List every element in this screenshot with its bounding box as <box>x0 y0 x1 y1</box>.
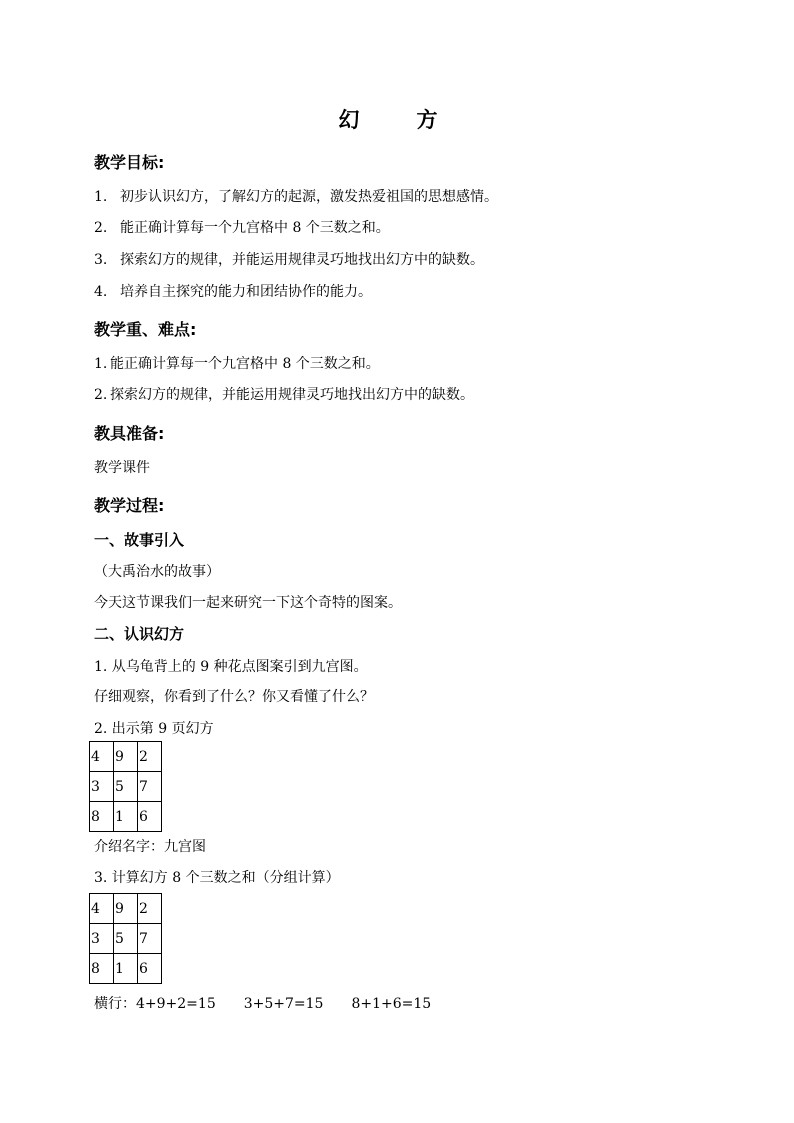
grid-cell: 6 <box>138 802 162 832</box>
grid-cell: 3 <box>90 772 114 802</box>
keypoint-item-1-text: 能正确计算每一个九宫格中 8 个三数之和。 <box>110 356 380 372</box>
process-heading: 教学过程: <box>94 496 165 515</box>
tools-heading: 教具准备: <box>94 424 165 443</box>
grid-cell: 9 <box>114 894 138 924</box>
grid-cell: 8 <box>90 954 114 984</box>
grid-cell: 1 <box>114 802 138 832</box>
grid-cell: 4 <box>90 742 114 772</box>
goal-item-2-number: 2. <box>94 220 108 236</box>
grid-cell: 4 <box>90 894 114 924</box>
keypoint-item-1 <box>94 353 380 373</box>
table-row <box>90 954 162 984</box>
section-1-line-2: 今天这节课我们一起来研究一下这个奇特的图案。 <box>94 595 402 611</box>
goal-item-3-text: 探索幻方的规律，并能运用规律灵巧地找出幻方中的缺数。 <box>120 252 484 268</box>
goal-item-4 <box>94 281 372 301</box>
grid-cell: 1 <box>114 954 138 984</box>
goal-item-4-number: 4. <box>94 284 108 300</box>
section-2-step-1b: 仔细观察，你看到了什么？你又看懂了什么？ <box>94 689 374 705</box>
grid-cell: 8 <box>90 802 114 832</box>
magic-square-table-2 <box>89 893 162 984</box>
section-2-heading: 二、认识幻方 <box>94 625 185 643</box>
goal-item-4-text: 培养自主探究的能力和团结协作的能力。 <box>120 284 372 300</box>
grid-cell: 3 <box>90 924 114 954</box>
goal-item-1-number: 1. <box>94 189 108 205</box>
section-2-step-2: 2. 出示第 9 页幻方 <box>94 721 214 737</box>
section-2-step-3: 3. 计算幻方 8 个三数之和（分组计算） <box>94 870 340 886</box>
goals-heading: 教学目标: <box>94 153 165 172</box>
tools-text: 教学课件 <box>94 460 150 476</box>
goal-item-2 <box>94 217 390 237</box>
grid-cell: 2 <box>138 742 162 772</box>
row-sums-line: 横行：4+9+2=15 3+5+7=15 8+1+6=15 <box>94 996 432 1012</box>
goal-item-1 <box>94 186 498 206</box>
keypoint-item-2-number: 2. <box>94 387 108 403</box>
keypoint-item-2-text: 探索幻方的规律，并能运用规律灵巧地找出幻方中的缺数。 <box>110 387 474 403</box>
goal-item-1-text: 初步认识幻方，了解幻方的起源，激发热爱祖国的思想感情。 <box>120 189 498 205</box>
page-title: 幻 方 <box>338 108 456 132</box>
table-row <box>90 802 162 832</box>
table-row <box>90 742 162 772</box>
section-1-heading: 一、故事引入 <box>94 531 185 549</box>
goal-item-3-number: 3. <box>94 252 108 268</box>
table-row <box>90 772 162 802</box>
grid-cell: 9 <box>114 742 138 772</box>
keypoint-item-1-number: 1. <box>94 356 108 372</box>
keypoint-item-2 <box>94 384 474 404</box>
keypoints-heading: 教学重、难点: <box>94 320 197 339</box>
grid-cell: 5 <box>114 924 138 954</box>
grid-cell: 6 <box>138 954 162 984</box>
section-1-line-1: （大禹治水的故事） <box>94 564 220 580</box>
grid-cell: 5 <box>114 772 138 802</box>
magic-square-table-1 <box>89 741 162 832</box>
intro-name-line: 介绍名字：九宫图 <box>94 839 206 855</box>
goal-item-3 <box>94 249 484 269</box>
section-2-step-1: 1. 从乌龟背上的 9 种花点图案引到九宫图。 <box>94 659 368 675</box>
grid-cell: 7 <box>138 772 162 802</box>
table-row <box>90 894 162 924</box>
grid-cell: 2 <box>138 894 162 924</box>
goal-item-2-text: 能正确计算每一个九宫格中 8 个三数之和。 <box>120 220 390 236</box>
grid-cell: 7 <box>138 924 162 954</box>
table-row <box>90 924 162 954</box>
